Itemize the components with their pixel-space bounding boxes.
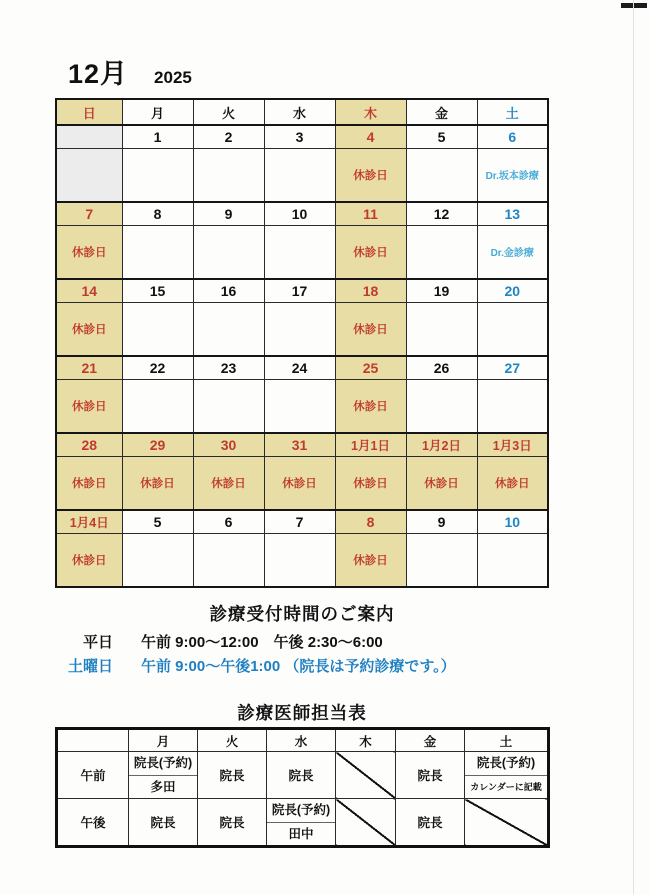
calendar-note-cell — [335, 226, 406, 280]
calendar-note-cell — [122, 303, 193, 357]
calendar-note-cell — [56, 380, 122, 434]
closed-day-note: 休診日 — [72, 555, 107, 567]
calendar-date-cell: 19 — [406, 279, 477, 303]
calendar-date-cell: 4 — [335, 125, 406, 149]
closed-day-note: 休診日 — [353, 170, 388, 182]
calendar-date-cell: 22 — [122, 356, 193, 380]
calendar-note-cell — [477, 380, 548, 434]
closed-day-note: 休診日 — [353, 555, 388, 567]
calendar-date-cell: 10 — [477, 510, 548, 534]
calendar-note-cell — [406, 380, 477, 434]
hours-saturday-line — [55, 655, 549, 676]
calendar-date-cell: 17 — [264, 279, 335, 303]
calendar-note-cell — [56, 303, 122, 357]
calendar-date-cell: 24 — [264, 356, 335, 380]
doctor-assignment-cell: 院長 — [396, 799, 465, 847]
closed-day-note: 休診日 — [353, 401, 388, 413]
calendar-date-cell — [56, 125, 122, 149]
doctor-assignment-bottom: 田中 — [288, 827, 314, 841]
doctor-row-am — [57, 752, 549, 799]
day-header-wed: 水 — [264, 99, 335, 125]
calendar-date-cell: 7 — [56, 202, 122, 226]
doctor-corner-cell — [57, 729, 129, 752]
calendar-note-cell — [406, 149, 477, 203]
calendar-note-cell — [193, 534, 264, 588]
calendar-note-row — [56, 226, 548, 280]
calendar-date-cell: 1月1日 — [335, 433, 406, 457]
calendar-date-cell: 16 — [193, 279, 264, 303]
doctor-assignment-split-cell — [129, 752, 198, 799]
calendar-note-cell — [264, 380, 335, 434]
calendar-date-cell: 3 — [264, 125, 335, 149]
calendar-date-row — [56, 125, 548, 149]
day-header-thu: 木 — [335, 99, 406, 125]
calendar-note-cell — [477, 303, 548, 357]
calendar-note-cell — [122, 149, 193, 203]
doctor-day-header: 木 — [336, 729, 396, 752]
closed-day-note: 休診日 — [211, 478, 246, 490]
hours-weekday-line — [55, 631, 549, 652]
hours-weekday-label: 平日 — [82, 634, 113, 651]
calendar-date-cell: 14 — [56, 279, 122, 303]
calendar-note-cell — [122, 226, 193, 280]
doctor-table-header-row — [57, 729, 549, 752]
calendar-note-cell — [56, 534, 122, 588]
hours-saturday-time: 午前 9:00～午後1:00 （院長は予約診療です。） — [141, 658, 456, 675]
calendar-date-cell: 1 — [122, 125, 193, 149]
closed-day-note: 休診日 — [72, 247, 107, 259]
calendar-note-cell — [264, 226, 335, 280]
calendar-date-cell: 15 — [122, 279, 193, 303]
calendar-date-cell: 1月3日 — [477, 433, 548, 457]
hours-weekday-time: 午前 9:00～12:00 午後 2:30～6:00 — [141, 634, 383, 651]
doctor-assignment-cell: 院長 — [129, 799, 198, 847]
calendar-date-cell: 11 — [335, 202, 406, 226]
closed-day-note: 休診日 — [140, 478, 175, 490]
year-label: 2025 — [154, 68, 192, 87]
calendar-note-cell — [406, 534, 477, 588]
doctor-assignment-top: 院長(予約) — [129, 752, 197, 776]
calendar-note-cell — [56, 457, 122, 511]
doctor-assignment-bottom: カレンダーに記載 — [470, 782, 542, 792]
doctor-day-header: 土 — [465, 729, 549, 752]
doctor-day-header: 火 — [198, 729, 267, 752]
calendar-note-row — [56, 534, 548, 588]
calendar-date-cell: 30 — [193, 433, 264, 457]
no-clinic-slash-cell — [336, 752, 396, 799]
calendar-note-row — [56, 457, 548, 511]
calendar-note-cell — [264, 303, 335, 357]
calendar-note-cell — [335, 457, 406, 511]
hours-saturday-label: 土曜日 — [67, 658, 113, 675]
calendar-date-cell: 1月2日 — [406, 433, 477, 457]
calendar-note-cell — [335, 534, 406, 588]
calendar-date-cell: 5 — [406, 125, 477, 149]
doctor-duty-table — [55, 727, 550, 848]
calendar-date-cell: 8 — [335, 510, 406, 534]
calendar-note-cell — [193, 457, 264, 511]
closed-day-note: 休診日 — [353, 324, 388, 336]
calendar-note-cell — [406, 303, 477, 357]
doctor-table-title: 診療医師担当表 — [237, 703, 367, 723]
doctor-day-header: 月 — [129, 729, 198, 752]
calendar-date-cell: 10 — [264, 202, 335, 226]
calendar-note-cell — [335, 149, 406, 203]
scan-artifact-mark — [621, 3, 647, 8]
calendar-date-cell: 31 — [264, 433, 335, 457]
doctor-assignment-top: 院長(予約) — [267, 799, 335, 823]
calendar-date-cell: 18 — [335, 279, 406, 303]
doctor-row-label-am: 午前 — [57, 752, 129, 799]
doctor-assignment-cell: 院長 — [396, 752, 465, 799]
doctor-row-label-pm: 午後 — [57, 799, 129, 847]
calendar-date-cell: 27 — [477, 356, 548, 380]
calendar-date-cell: 20 — [477, 279, 548, 303]
calendar-note-cell — [264, 534, 335, 588]
calendar-date-row — [56, 356, 548, 380]
calendar-date-cell: 2 — [193, 125, 264, 149]
calendar-date-cell: 12 — [406, 202, 477, 226]
calendar-date-cell: 9 — [406, 510, 477, 534]
calendar-date-cell: 6 — [193, 510, 264, 534]
calendar-date-cell: 23 — [193, 356, 264, 380]
calendar-note-cell — [122, 534, 193, 588]
calendar-note-cell — [477, 226, 548, 280]
doctor-row-pm — [57, 799, 549, 847]
calendar-date-row — [56, 510, 548, 534]
calendar-table — [55, 98, 549, 588]
calendar-date-cell: 28 — [56, 433, 122, 457]
calendar-note-cell — [193, 149, 264, 203]
calendar-note-row — [56, 380, 548, 434]
calendar-date-cell: 29 — [122, 433, 193, 457]
doctor-visit-note: Dr.坂本診療 — [485, 171, 539, 182]
no-clinic-slash-cell — [465, 799, 549, 847]
doctor-day-header: 水 — [267, 729, 336, 752]
closed-day-note: 休診日 — [353, 247, 388, 259]
scan-edge-line — [633, 0, 634, 894]
calendar-header-row — [56, 99, 548, 125]
closed-day-note: 休診日 — [424, 478, 459, 490]
calendar-note-cell — [193, 303, 264, 357]
doctor-assignment-cell: 院長 — [198, 752, 267, 799]
day-header-sat: 土 — [477, 99, 548, 125]
doctor-assignment-cell: 院長 — [198, 799, 267, 847]
calendar-title — [68, 52, 650, 91]
calendar-date-row — [56, 279, 548, 303]
calendar-note-cell — [477, 457, 548, 511]
calendar-note-row — [56, 149, 548, 203]
doctor-assignment-bottom: 多田 — [150, 780, 176, 794]
doctor-assignment-cell: 院長 — [267, 752, 336, 799]
calendar-date-cell: 6 — [477, 125, 548, 149]
day-header-tue: 火 — [193, 99, 264, 125]
calendar-date-cell: 5 — [122, 510, 193, 534]
calendar-note-cell — [56, 226, 122, 280]
month-label: 12月 — [68, 59, 129, 89]
calendar-note-cell — [335, 380, 406, 434]
calendar-note-cell — [122, 457, 193, 511]
closed-day-note: 休診日 — [72, 401, 107, 413]
closed-day-note: 休診日 — [72, 324, 107, 336]
closed-day-note: 休診日 — [353, 478, 388, 490]
closed-day-note: 休診日 — [72, 478, 107, 490]
calendar-date-row — [56, 202, 548, 226]
hours-title: 診療受付時間のご案内 — [209, 604, 395, 624]
day-header-sun: 日 — [56, 99, 122, 125]
calendar-date-cell: 9 — [193, 202, 264, 226]
calendar-note-cell — [122, 380, 193, 434]
calendar-note-cell — [56, 149, 122, 203]
calendar-note-cell — [477, 534, 548, 588]
calendar-note-cell — [193, 380, 264, 434]
day-header-mon: 月 — [122, 99, 193, 125]
calendar-date-row — [56, 433, 548, 457]
calendar-date-cell: 8 — [122, 202, 193, 226]
calendar-date-cell: 7 — [264, 510, 335, 534]
calendar-date-cell: 25 — [335, 356, 406, 380]
calendar-note-cell — [264, 457, 335, 511]
calendar-note-cell — [406, 226, 477, 280]
doctor-assignment-split-cell — [267, 799, 336, 847]
day-header-fri: 金 — [406, 99, 477, 125]
doctor-assignment-split-cell — [465, 752, 549, 799]
calendar-date-cell: 21 — [56, 356, 122, 380]
reception-hours-section — [55, 601, 549, 676]
no-clinic-slash-cell — [336, 799, 396, 847]
calendar-date-cell: 1月4日 — [56, 510, 122, 534]
calendar-note-cell — [477, 149, 548, 203]
calendar-date-cell: 26 — [406, 356, 477, 380]
doctor-visit-note: Dr.金診療 — [490, 248, 534, 259]
calendar-note-cell — [193, 226, 264, 280]
calendar-note-cell — [264, 149, 335, 203]
calendar-note-cell — [335, 303, 406, 357]
closed-day-note: 休診日 — [495, 478, 530, 490]
calendar-note-row — [56, 303, 548, 357]
doctor-assignment-top: 院長(予約) — [465, 752, 547, 776]
doctor-day-header: 金 — [396, 729, 465, 752]
calendar-note-cell — [406, 457, 477, 511]
closed-day-note: 休診日 — [282, 478, 317, 490]
calendar-date-cell: 13 — [477, 202, 548, 226]
